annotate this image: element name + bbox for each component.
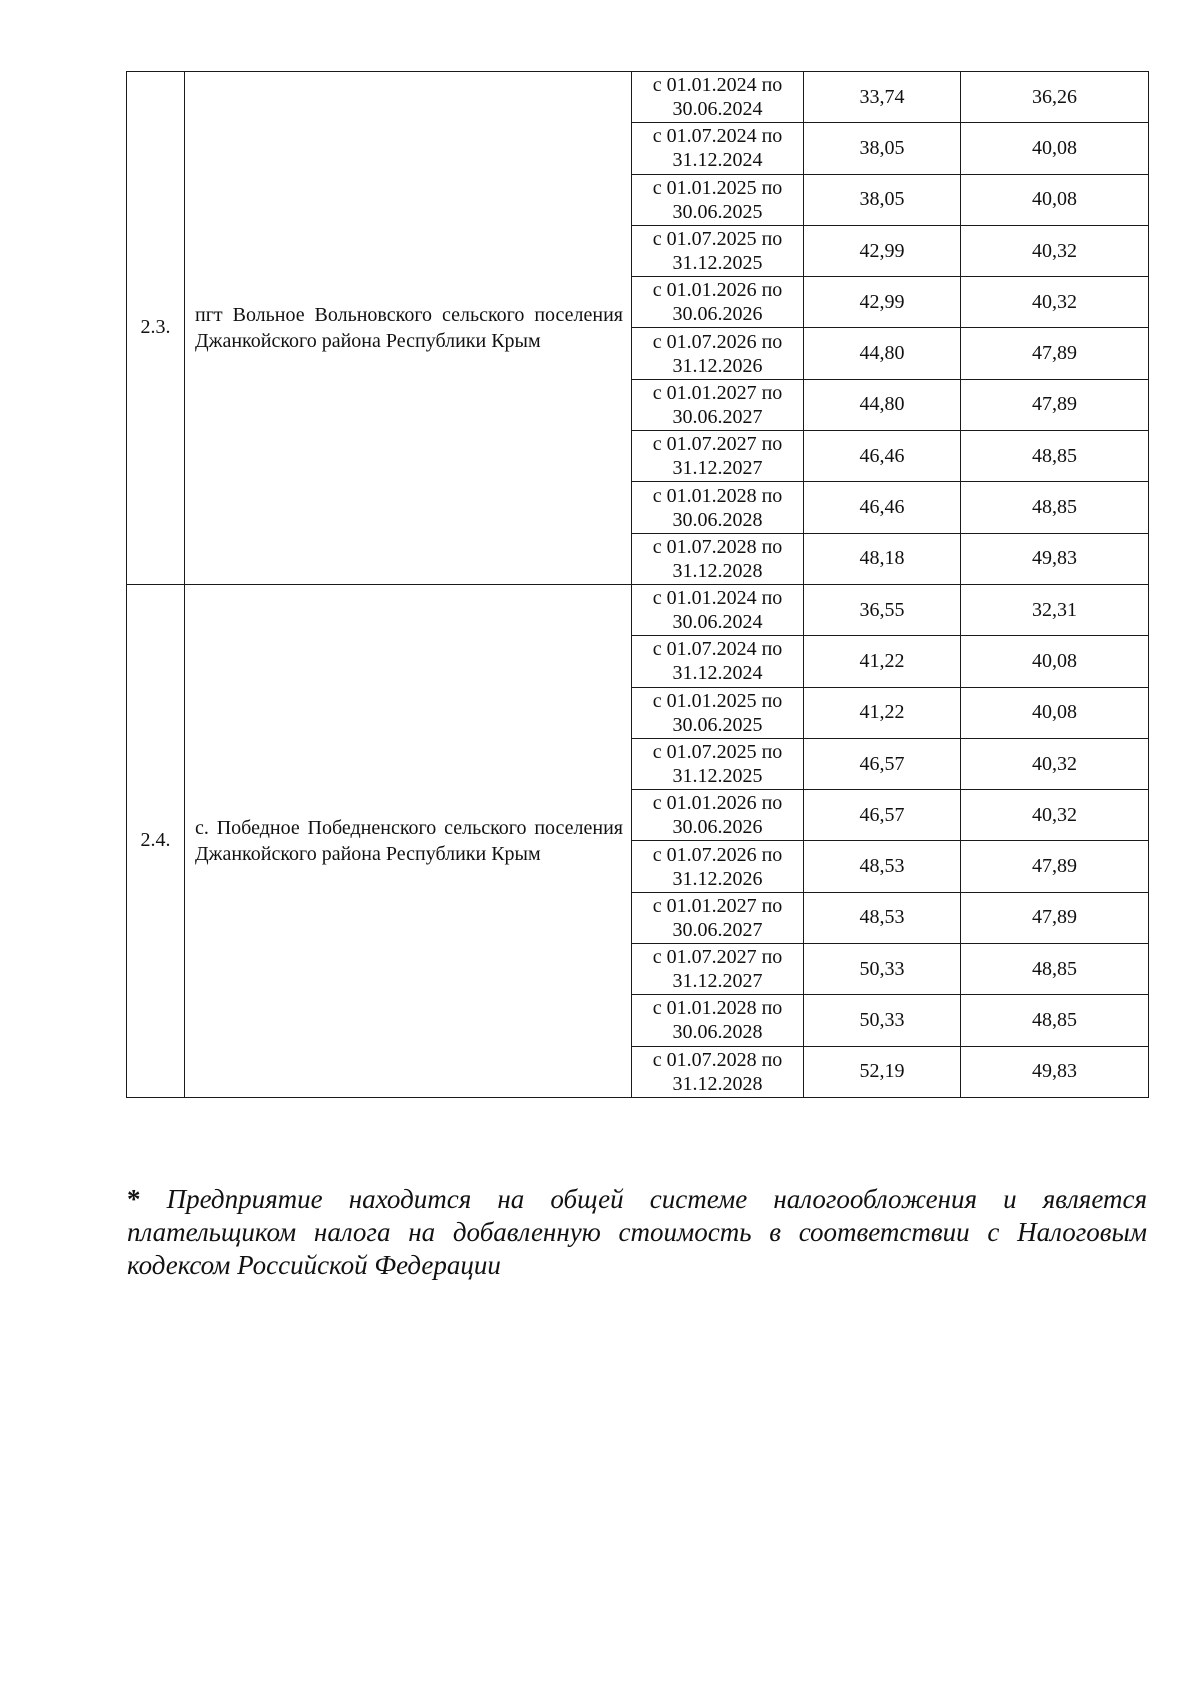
table-row xyxy=(127,584,1149,635)
period-to: 30.06.2026 xyxy=(672,816,763,839)
tariff-value-2: 40,08 xyxy=(961,687,1149,738)
tariff-value-2: 32,31 xyxy=(961,584,1149,635)
period-to: 31.12.2028 xyxy=(672,1072,763,1095)
tariff-value-2: 47,89 xyxy=(961,841,1149,892)
footnote-marker: * xyxy=(127,1184,141,1214)
period-to: 30.06.2027 xyxy=(672,918,763,941)
period-to: 30.06.2028 xyxy=(672,1021,763,1044)
period-cell xyxy=(632,995,804,1046)
period-cell xyxy=(632,944,804,995)
tariff-value-1: 41,22 xyxy=(804,687,961,738)
period-to: 31.12.2025 xyxy=(672,252,763,275)
tariff-value-1: 50,33 xyxy=(804,995,961,1046)
period-cell xyxy=(632,72,804,123)
tariff-value-2: 40,32 xyxy=(961,790,1149,841)
tariff-value-2: 47,89 xyxy=(961,379,1149,430)
tariff-value-2: 40,32 xyxy=(961,277,1149,328)
period-from: с 01.01.2024 по xyxy=(652,74,783,97)
tariff-value-1: 41,22 xyxy=(804,636,961,687)
period-to: 31.12.2024 xyxy=(672,149,763,172)
period-cell xyxy=(632,738,804,789)
period-from: с 01.07.2027 по xyxy=(652,946,783,969)
tariff-value-1: 42,99 xyxy=(804,277,961,328)
period-cell xyxy=(632,1046,804,1097)
tariff-value-2: 36,26 xyxy=(961,72,1149,123)
period-from: с 01.01.2026 по xyxy=(652,792,783,815)
period-from: с 01.01.2027 по xyxy=(652,381,783,404)
tariff-value-1: 50,33 xyxy=(804,944,961,995)
period-cell xyxy=(632,328,804,379)
tariff-value-1: 48,53 xyxy=(804,892,961,943)
period-cell xyxy=(632,584,804,635)
tariff-value-2: 40,08 xyxy=(961,174,1149,225)
tariff-value-2: 48,85 xyxy=(961,482,1149,533)
tariff-value-1: 36,55 xyxy=(804,584,961,635)
period-cell xyxy=(632,123,804,174)
tariff-value-2: 47,89 xyxy=(961,892,1149,943)
period-from: с 01.07.2027 по xyxy=(652,433,783,456)
period-to: 31.12.2026 xyxy=(672,354,763,377)
tariff-value-2: 47,89 xyxy=(961,328,1149,379)
period-cell xyxy=(632,482,804,533)
period-cell xyxy=(632,687,804,738)
item-number: 2.4. xyxy=(127,584,185,1097)
tariff-value-2: 48,85 xyxy=(961,944,1149,995)
tariff-value-1: 33,74 xyxy=(804,72,961,123)
tariff-value-1: 38,05 xyxy=(804,174,961,225)
period-from: с 01.01.2028 по xyxy=(652,997,783,1020)
tariff-value-1: 46,57 xyxy=(804,738,961,789)
footnote xyxy=(127,1183,1147,1282)
table-row xyxy=(127,72,1149,123)
period-cell xyxy=(632,174,804,225)
tariff-value-1: 42,99 xyxy=(804,225,961,276)
period-from: с 01.01.2027 по xyxy=(652,894,783,917)
tariff-value-1: 48,53 xyxy=(804,841,961,892)
settlement-name-cell xyxy=(185,584,632,1097)
tariff-value-2: 40,32 xyxy=(961,738,1149,789)
period-to: 30.06.2024 xyxy=(672,611,763,634)
footnote-text: Предприятие находится на общей системе налогообложения и является плательщиком налога на добавленную стоимость в соответствии с Налоговым кодексом Российской Федерации xyxy=(127,1184,1147,1280)
tariff-value-2: 48,85 xyxy=(961,431,1149,482)
period-from: с 01.07.2028 по xyxy=(652,1048,783,1071)
tariff-value-2: 40,08 xyxy=(961,636,1149,687)
period-cell xyxy=(632,379,804,430)
period-from: с 01.01.2028 по xyxy=(652,484,783,507)
tariff-value-1: 48,18 xyxy=(804,533,961,584)
settlement-name: с. Победное Победненского сельского поселения Джанкойского района Республики Крым xyxy=(195,816,623,865)
period-from: с 01.01.2025 по xyxy=(652,689,783,712)
period-to: 31.12.2028 xyxy=(672,559,763,582)
tariff-value-1: 44,80 xyxy=(804,379,961,430)
period-to: 30.06.2026 xyxy=(672,303,763,326)
tariff-value-1: 52,19 xyxy=(804,1046,961,1097)
settlement-name-cell xyxy=(185,72,632,585)
period-to: 31.12.2025 xyxy=(672,765,763,787)
period-cell xyxy=(632,225,804,276)
period-from: с 01.07.2028 по xyxy=(652,535,783,558)
period-to: 31.12.2027 xyxy=(672,457,763,480)
settlement-name: пгт Вольное Вольновского сельского поселения Джанкойского района Республики Крым xyxy=(195,303,623,352)
period-from: с 01.07.2025 по xyxy=(652,228,783,251)
period-from: с 01.07.2026 по xyxy=(652,330,783,353)
period-to: 31.12.2026 xyxy=(672,867,763,890)
tariff-value-2: 40,32 xyxy=(961,225,1149,276)
tariff-value-1: 46,46 xyxy=(804,431,961,482)
period-cell xyxy=(632,790,804,841)
tariff-value-2: 49,83 xyxy=(961,533,1149,584)
tariff-table-body xyxy=(127,72,1149,1098)
period-cell xyxy=(632,431,804,482)
tariff-value-2: 49,83 xyxy=(961,1046,1149,1097)
tariff-value-1: 46,46 xyxy=(804,482,961,533)
period-to: 30.06.2025 xyxy=(672,200,763,223)
tariff-value-1: 44,80 xyxy=(804,328,961,379)
period-cell xyxy=(632,892,804,943)
period-cell xyxy=(632,841,804,892)
period-to: 30.06.2028 xyxy=(672,508,763,531)
period-to: 31.12.2027 xyxy=(672,970,763,993)
tariff-value-1: 46,57 xyxy=(804,790,961,841)
period-from: с 01.01.2026 по xyxy=(652,279,783,302)
tariff-value-1: 38,05 xyxy=(804,123,961,174)
period-from: с 01.07.2024 по xyxy=(652,638,783,661)
item-number: 2.3. xyxy=(127,72,185,585)
tariff-value-2: 48,85 xyxy=(961,995,1149,1046)
tariff-value-2: 40,08 xyxy=(961,123,1149,174)
period-cell xyxy=(632,277,804,328)
period-to: 30.06.2027 xyxy=(672,405,763,428)
period-cell xyxy=(632,636,804,687)
period-from: с 01.07.2026 по xyxy=(652,843,783,866)
tariff-table xyxy=(126,71,1149,1098)
period-from: с 01.07.2024 по xyxy=(652,125,783,148)
period-to: 31.12.2024 xyxy=(672,662,763,685)
period-from: с 01.07.2025 по xyxy=(652,741,783,763)
period-from: с 01.01.2024 по xyxy=(652,587,783,610)
period-to: 30.06.2024 xyxy=(672,98,763,121)
period-from: с 01.01.2025 по xyxy=(652,176,783,199)
period-cell xyxy=(632,533,804,584)
period-to: 30.06.2025 xyxy=(672,713,763,736)
